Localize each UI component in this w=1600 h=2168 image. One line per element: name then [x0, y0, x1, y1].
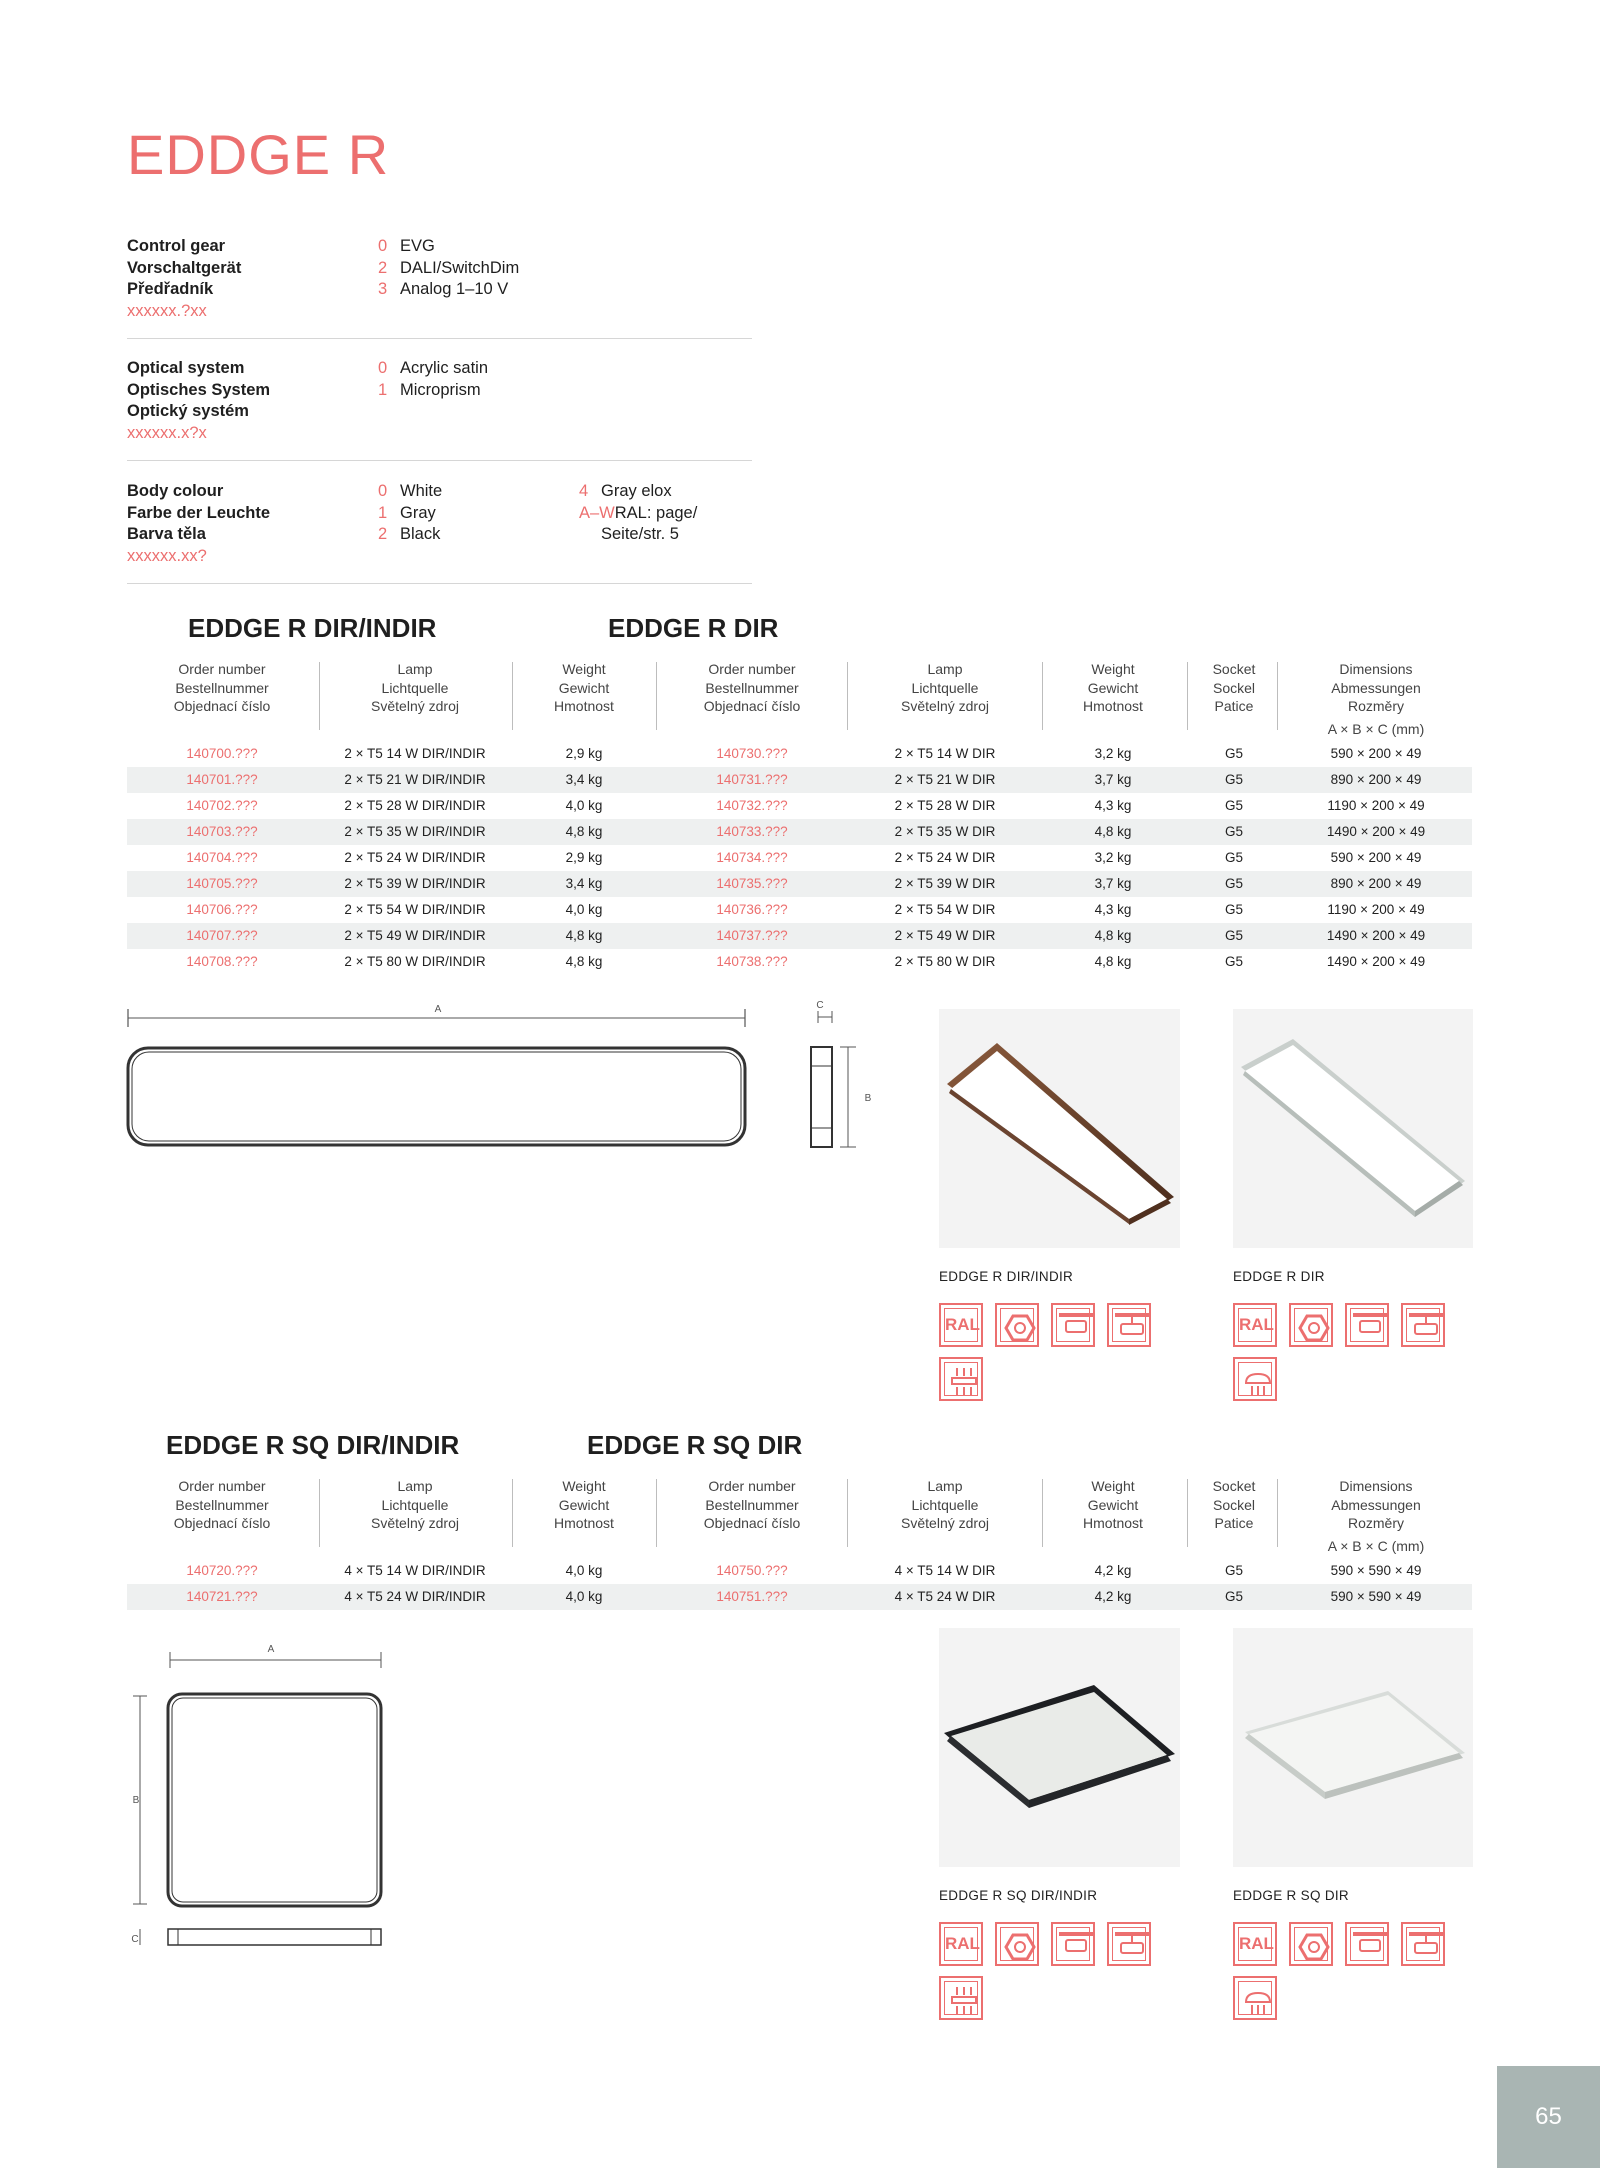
- column-divider: [319, 662, 320, 730]
- column-header-line: Hmotnost: [1083, 1515, 1143, 1531]
- table-cell: 4,8 kg: [565, 928, 603, 943]
- table-cell: 890 × 200 × 49: [1330, 772, 1422, 787]
- table-cell: 4,2 kg: [1094, 1589, 1132, 1604]
- order-number-cell: 140706.???: [186, 902, 258, 917]
- table-cell: 4,3 kg: [1094, 902, 1132, 917]
- ral-icon-label: RAL: [944, 1308, 978, 1342]
- product-photo-r-dir: [1233, 1009, 1473, 1248]
- column-header-line: Weight: [1091, 661, 1135, 677]
- dim-label-c: C: [816, 1000, 824, 1011]
- table-row: [127, 793, 1472, 819]
- column-divider: [847, 662, 848, 730]
- table-cell: 1490 × 200 × 49: [1326, 954, 1426, 969]
- table-cell: 3,2 kg: [1094, 746, 1132, 761]
- option-label: Optical system: [127, 359, 245, 377]
- dimension-drawing-sq: [125, 1640, 395, 1960]
- caption-sq-dir: EDDGE R SQ DIR: [1233, 1888, 1349, 1903]
- product-photo-r-dir-indir: [939, 1009, 1180, 1248]
- surface-mount-icon: [1345, 1922, 1389, 1966]
- column-header-line: Order number: [708, 661, 796, 677]
- column-header-line: Světelný zdroj: [901, 698, 989, 714]
- column-header-line: Patice: [1214, 698, 1254, 714]
- dim-label-b: B: [864, 1093, 872, 1104]
- column-header-line: Abmessungen: [1331, 679, 1421, 696]
- section-title-sq-dir-indir: EDDGE R SQ DIR/INDIR: [166, 1430, 460, 1460]
- column-header-lamp: [845, 1477, 1045, 1533]
- column-divider: [1277, 662, 1278, 730]
- table-cell: 3,4 kg: [565, 772, 603, 787]
- surface-mount-icon: [1051, 1922, 1095, 1966]
- option-value: [378, 380, 488, 402]
- option-value-text: RAL: page/: [614, 503, 698, 522]
- option-value-text: White: [400, 482, 443, 500]
- dir-indir-icon: [939, 1976, 983, 2020]
- option-value-text: Black: [400, 525, 441, 543]
- section-title-sq-dir: EDDGE R SQ DIR: [587, 1430, 803, 1460]
- product-photo-sq-dir-indir: [939, 1628, 1180, 1867]
- column-header-line: Lichtquelle: [381, 1496, 449, 1513]
- column-header-line: Lichtquelle: [381, 679, 449, 696]
- dim-label-c-sq: C: [131, 1934, 139, 1945]
- dim-label-a: A: [434, 1004, 442, 1015]
- product-photo-sq-dir: [1233, 1628, 1473, 1867]
- option-value-code: A–W: [579, 503, 615, 522]
- table-row: [127, 1558, 1472, 1584]
- table-cell: 4,0 kg: [565, 902, 603, 917]
- table-row: [127, 845, 1472, 871]
- table-cell: 3,7 kg: [1094, 772, 1132, 787]
- order-number-cell: 140703.???: [186, 824, 258, 839]
- table-cell: G5: [1224, 824, 1243, 839]
- table-cell: G5: [1224, 798, 1243, 813]
- column-divider: [512, 1479, 513, 1547]
- table-cell: 4 × T5 24 W DIR: [894, 1589, 996, 1604]
- column-header-line: Lamp: [927, 661, 963, 677]
- option-separator: [127, 460, 752, 461]
- column-header-line: Lichtquelle: [911, 679, 979, 696]
- pendant-icon: [1401, 1922, 1445, 1966]
- table-cell: 4,0 kg: [565, 1589, 603, 1604]
- table-cell: 4,3 kg: [1094, 798, 1132, 813]
- table-cell: G5: [1224, 954, 1243, 969]
- order-number-cell: 140735.???: [716, 876, 788, 891]
- column-header-line: Bestellnummer: [705, 1496, 799, 1513]
- table-cell: 2 × T5 21 W DIR: [894, 772, 996, 787]
- column-header-line: Rozměry: [1347, 1515, 1404, 1531]
- order-number-cell: 140700.???: [186, 746, 258, 761]
- column-header-line: Dimensions: [1339, 1478, 1413, 1494]
- caption-r-dir: EDDGE R DIR: [1233, 1269, 1325, 1284]
- hex-nut-icon: [995, 1303, 1039, 1347]
- order-number-cell: 140721.???: [186, 1589, 258, 1604]
- column-header-line: Weight: [562, 1478, 606, 1494]
- column-header-line: Objednací číslo: [703, 698, 801, 714]
- column-header-line: Sockel: [1212, 1496, 1256, 1513]
- table-cell: G5: [1224, 1563, 1243, 1578]
- table-cell: 1490 × 200 × 49: [1326, 928, 1426, 943]
- dim-label-b-sq: B: [132, 1795, 140, 1806]
- option-label: Předřadník: [127, 280, 214, 298]
- option-code: xxxxxx.x?x: [127, 423, 207, 442]
- table-cell: 1190 × 200 × 49: [1327, 902, 1425, 917]
- column-header-line: Lamp: [927, 1478, 963, 1494]
- option-value-code: 2: [378, 525, 388, 543]
- column-divider: [1187, 1479, 1188, 1547]
- table-cell: 590 × 590 × 49: [1330, 1563, 1422, 1578]
- order-number-cell: 140733.???: [716, 824, 788, 839]
- page-number-box: [1497, 2066, 1600, 2168]
- table-cell: 4 × T5 14 W DIR: [894, 1563, 996, 1578]
- column-divider: [1042, 662, 1043, 730]
- column-header-line: Lichtquelle: [911, 1496, 979, 1513]
- table-cell: 2 × T5 14 W DIR/INDIR: [344, 746, 486, 761]
- order-number-cell: 140730.???: [716, 746, 788, 761]
- column-divider: [656, 662, 657, 730]
- order-number-cell: 140705.???: [186, 876, 258, 891]
- table-cell: 4,8 kg: [565, 954, 603, 969]
- ral-icon: [939, 1303, 983, 1347]
- column-header-line: Hmotnost: [554, 1515, 614, 1531]
- column-divider: [847, 1479, 848, 1547]
- dimension-drawing-r: [120, 995, 890, 1160]
- column-header-order: [667, 660, 837, 716]
- table-cell: 4,8 kg: [1094, 824, 1132, 839]
- table-cell: G5: [1224, 746, 1243, 761]
- column-divider: [1187, 662, 1188, 730]
- column-header-weight: [524, 1477, 644, 1533]
- table-cell: 590 × 200 × 49: [1330, 850, 1422, 865]
- ral-icon: [1233, 1303, 1277, 1347]
- option-value-text: Seite/str. 5: [601, 525, 679, 543]
- table-cell: 4 × T5 24 W DIR/INDIR: [344, 1589, 486, 1604]
- order-number-cell: 140734.???: [716, 850, 788, 865]
- column-header-lamp: [315, 660, 515, 716]
- option-value: [378, 481, 442, 503]
- table-cell: 590 × 590 × 49: [1330, 1589, 1422, 1604]
- column-header-weight: [1053, 1477, 1173, 1533]
- column-header-line: Order number: [708, 1478, 796, 1494]
- table-cell: 3,2 kg: [1094, 850, 1132, 865]
- column-header-line: Bestellnummer: [705, 679, 799, 696]
- ral-icon-label: RAL: [1238, 1308, 1272, 1342]
- column-header-line: Weight: [1091, 1478, 1135, 1494]
- column-divider: [1042, 1479, 1043, 1547]
- option-value-text: Acrylic satin: [400, 359, 489, 377]
- order-number-cell: 140708.???: [186, 954, 258, 969]
- ral-icon-label: RAL: [1238, 1927, 1272, 1961]
- hex-nut-icon: [1289, 1922, 1333, 1966]
- column-header-line: Lamp: [397, 661, 433, 677]
- column-header-order: [137, 660, 307, 716]
- order-number-cell: 140751.???: [716, 1589, 788, 1604]
- column-header-line: Objednací číslo: [703, 1515, 801, 1531]
- table-cell: G5: [1224, 876, 1243, 891]
- column-header-socket: [1189, 660, 1279, 716]
- option-value-code: 1: [378, 503, 388, 522]
- order-number-cell: 140702.???: [186, 798, 258, 813]
- column-header-weight: [524, 660, 644, 716]
- column-header-line: Světelný zdroj: [901, 1515, 989, 1531]
- order-number-cell: 140704.???: [186, 850, 258, 865]
- column-header-lamp: [315, 1477, 515, 1533]
- table-row: [127, 741, 1472, 767]
- option-value-text: Microprism: [400, 380, 481, 399]
- option-label: Body colour: [127, 482, 224, 500]
- table-cell: 2 × T5 54 W DIR: [894, 902, 996, 917]
- option-value-code: 1: [378, 380, 388, 399]
- table-cell: 2 × T5 35 W DIR: [894, 824, 996, 839]
- option-value-code: 2: [378, 258, 388, 277]
- table-cell: 1190 × 200 × 49: [1327, 798, 1425, 813]
- column-header-line: Objednací číslo: [173, 698, 271, 714]
- column-header-line: Světelný zdroj: [371, 698, 459, 714]
- option-value-text: Analog 1–10 V: [400, 280, 509, 298]
- table-cell: 4,8 kg: [1094, 954, 1132, 969]
- column-header-line: Bestellnummer: [175, 679, 269, 696]
- table-cell: 2,9 kg: [565, 746, 603, 761]
- column-header-line: Hmotnost: [554, 698, 614, 714]
- table-cell: 2 × T5 24 W DIR: [894, 850, 996, 865]
- option-separator: [127, 338, 752, 339]
- option-value-code: 4: [579, 482, 589, 500]
- hex-nut-icon: [995, 1922, 1039, 1966]
- ral-icon: [939, 1922, 983, 1966]
- column-header-line: Gewicht: [1087, 1496, 1139, 1513]
- column-header-line: Patice: [1214, 1515, 1254, 1531]
- option-value: [378, 236, 519, 258]
- column-header-line: Světelný zdroj: [371, 1515, 459, 1531]
- table-cell: 1490 × 200 × 49: [1326, 824, 1426, 839]
- ral-icon: [1233, 1922, 1277, 1966]
- pendant-icon: [1401, 1303, 1445, 1347]
- column-header-line: Gewicht: [558, 679, 610, 696]
- table-row: [127, 1584, 1472, 1610]
- surface-mount-icon: [1345, 1303, 1389, 1347]
- column-header-line: Order number: [178, 1478, 266, 1494]
- caption-r-dir-indir: EDDGE R DIR/INDIR: [939, 1269, 1074, 1284]
- option-label: Vorschaltgerät: [127, 258, 242, 277]
- option-code: xxxxxx.?xx: [127, 301, 207, 320]
- column-header-lamp: [845, 660, 1045, 716]
- option-code: xxxxxx.xx?: [127, 546, 207, 565]
- table-cell: 4,0 kg: [565, 798, 603, 813]
- column-header-line: Hmotnost: [1083, 698, 1143, 714]
- option-value: [579, 481, 697, 503]
- option-value-code: 0: [378, 237, 388, 255]
- table-cell: 2 × T5 49 W DIR: [894, 928, 996, 943]
- option-value-code: 0: [378, 359, 388, 377]
- table-row: [127, 897, 1472, 923]
- column-header-line: Dimensions: [1339, 661, 1413, 677]
- order-number-cell: 140750.???: [716, 1563, 788, 1578]
- option-value-text: Gray: [400, 503, 436, 522]
- table-cell: 2 × T5 80 W DIR/INDIR: [344, 954, 486, 969]
- table-cell: 2 × T5 39 W DIR: [894, 876, 996, 891]
- table-cell: 590 × 200 × 49: [1330, 746, 1422, 761]
- section-title-r-dir: EDDGE R DIR: [608, 613, 779, 643]
- table-row: [127, 871, 1472, 897]
- order-number-cell: 140738.???: [716, 954, 788, 969]
- option-separator: [127, 583, 752, 584]
- option-value: [579, 524, 697, 546]
- column-header-socket: [1189, 1477, 1279, 1533]
- dir-indir-icon: [939, 1357, 983, 1401]
- column-header-line: Weight: [562, 661, 606, 677]
- column-header-dimensions: [1276, 660, 1476, 738]
- hex-nut-icon: [1289, 1303, 1333, 1347]
- order-number-cell: 140737.???: [716, 928, 788, 943]
- column-header-line: A × B × C (mm): [1327, 720, 1425, 737]
- column-divider: [319, 1479, 320, 1547]
- table-cell: 2 × T5 24 W DIR/INDIR: [344, 850, 486, 865]
- dir-icon: [1233, 1976, 1277, 2020]
- column-header-line: Socket: [1212, 661, 1256, 677]
- table-cell: G5: [1224, 1589, 1243, 1604]
- table-cell: 2 × T5 39 W DIR/INDIR: [344, 876, 486, 891]
- page-number: 65: [1535, 2103, 1562, 2130]
- table-cell: 4 × T5 14 W DIR/INDIR: [344, 1563, 486, 1578]
- table-cell: G5: [1224, 850, 1243, 865]
- column-header-order: [667, 1477, 837, 1533]
- option-value: [378, 524, 442, 546]
- option-value-text: DALI/SwitchDim: [400, 258, 520, 277]
- column-divider: [656, 1479, 657, 1547]
- column-header-line: Objednací číslo: [173, 1515, 271, 1531]
- table-cell: 2 × T5 14 W DIR: [894, 746, 996, 761]
- column-header-line: Lamp: [397, 1478, 433, 1494]
- table-cell: 4,8 kg: [1094, 928, 1132, 943]
- column-divider: [1277, 1479, 1278, 1547]
- table-cell: 2 × T5 54 W DIR/INDIR: [344, 902, 486, 917]
- option-label: Control gear: [127, 237, 226, 255]
- table-row: [127, 819, 1472, 845]
- table-cell: 2 × T5 28 W DIR/INDIR: [344, 798, 486, 813]
- section-title-r-dir-indir: EDDGE R DIR/INDIR: [188, 613, 437, 643]
- table-row: [127, 923, 1472, 949]
- table-cell: G5: [1224, 902, 1243, 917]
- option-value: [378, 503, 442, 525]
- order-number-cell: 140732.???: [716, 798, 788, 813]
- table-cell: G5: [1224, 772, 1243, 787]
- order-number-cell: 140720.???: [186, 1563, 258, 1578]
- order-number-cell: 140707.???: [186, 928, 258, 943]
- option-label: Optisches System: [127, 380, 271, 399]
- table-cell: 4,0 kg: [565, 1563, 603, 1578]
- table-cell: 2 × T5 35 W DIR/INDIR: [344, 824, 486, 839]
- option-value: [579, 503, 697, 525]
- ral-icon-label: RAL: [944, 1927, 978, 1961]
- table-cell: 4,8 kg: [565, 824, 603, 839]
- column-header-line: Abmessungen: [1331, 1496, 1421, 1513]
- table-cell: 3,4 kg: [565, 876, 603, 891]
- dim-label-a-sq: A: [267, 1644, 275, 1655]
- surface-mount-icon: [1051, 1303, 1095, 1347]
- column-header-weight: [1053, 660, 1173, 716]
- column-header-dimensions: [1276, 1477, 1476, 1555]
- table-cell: G5: [1224, 928, 1243, 943]
- column-header-line: Gewicht: [1087, 679, 1139, 696]
- option-value: [378, 258, 519, 280]
- option-value: [378, 358, 488, 380]
- pendant-icon: [1107, 1303, 1151, 1347]
- column-header-line: Gewicht: [558, 1496, 610, 1513]
- dir-icon: [1233, 1357, 1277, 1401]
- pendant-icon: [1107, 1922, 1151, 1966]
- table-cell: 2 × T5 21 W DIR/INDIR: [344, 772, 486, 787]
- option-label: Optický systém: [127, 402, 249, 420]
- table-cell: 3,7 kg: [1094, 876, 1132, 891]
- column-header-line: Rozměry: [1347, 698, 1404, 714]
- column-divider: [512, 662, 513, 730]
- column-header-line: Order number: [178, 661, 266, 677]
- table-cell: 4,2 kg: [1094, 1563, 1132, 1578]
- column-header-line: Socket: [1212, 1478, 1256, 1494]
- table-cell: 2 × T5 49 W DIR/INDIR: [344, 928, 486, 943]
- column-header-order: [137, 1477, 307, 1533]
- option-value-code: 0: [378, 482, 388, 500]
- option-value-text: EVG: [400, 237, 435, 255]
- caption-sq-dir-indir: EDDGE R SQ DIR/INDIR: [939, 1888, 1098, 1903]
- table-row: [127, 949, 1472, 975]
- table-cell: 2,9 kg: [565, 850, 603, 865]
- option-value: [378, 279, 519, 301]
- table-row: [127, 767, 1472, 793]
- page-title: EDDGE R: [127, 123, 390, 186]
- table-cell: 2 × T5 28 W DIR: [894, 798, 996, 813]
- column-header-line: Bestellnummer: [175, 1496, 269, 1513]
- order-number-cell: 140736.???: [716, 902, 788, 917]
- table-cell: 890 × 200 × 49: [1330, 876, 1422, 891]
- option-value-code: 3: [378, 280, 388, 298]
- option-label: Barva těla: [127, 525, 206, 543]
- option-value-text: Gray elox: [601, 482, 672, 500]
- option-label: Farbe der Leuchte: [127, 503, 271, 522]
- table-cell: 2 × T5 80 W DIR: [894, 954, 996, 969]
- column-header-line: Sockel: [1212, 679, 1256, 696]
- column-header-line: A × B × C (mm): [1327, 1537, 1425, 1554]
- order-number-cell: 140731.???: [716, 772, 788, 787]
- order-number-cell: 140701.???: [186, 772, 258, 787]
